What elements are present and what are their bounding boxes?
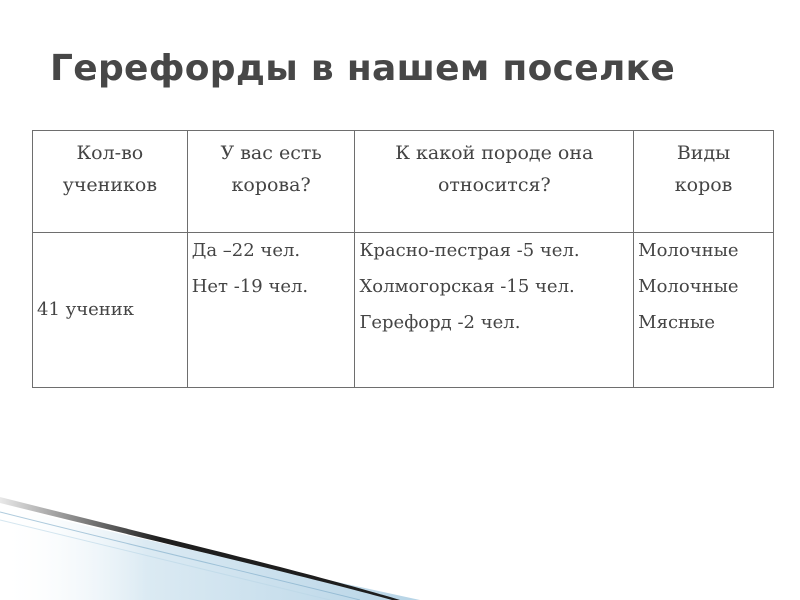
breed-item: Герефорд -2 чел.	[359, 312, 521, 333]
student-count-value: 41 ученик	[37, 299, 135, 320]
cow-type-item: Молочные	[638, 276, 739, 297]
header-line: коров	[674, 174, 733, 196]
header-has-cow	[187, 131, 355, 233]
header-student-count	[33, 131, 188, 233]
swoosh-dark-stroke	[0, 497, 400, 600]
cow-type-item: Мясные	[638, 312, 715, 333]
header-line: К какой породе она	[395, 142, 594, 164]
page-title: Герефорды в нашем поселке	[50, 48, 676, 89]
cell-breed	[355, 233, 634, 388]
cell-cow-types	[634, 233, 774, 388]
breed-item: Красно-пестрая -5 чел.	[359, 240, 580, 261]
swoosh-fine-lines	[0, 520, 330, 600]
header-cow-types	[634, 131, 774, 233]
header-line: У вас есть	[220, 142, 322, 164]
breed-item: Холмогорская -15 чел.	[359, 276, 575, 297]
cow-type-item: Молочные	[638, 240, 739, 261]
table-header-row	[33, 131, 774, 233]
survey-table	[32, 130, 774, 388]
header-line: Кол-во	[76, 142, 144, 164]
table-row	[33, 233, 774, 388]
has-cow-no: Нет -19 чел.	[191, 276, 309, 297]
header-line: корова?	[231, 174, 311, 196]
cell-student-count	[33, 233, 188, 388]
header-breed	[355, 131, 634, 233]
header-line: относится?	[437, 174, 551, 196]
header-line: Виды	[676, 142, 731, 164]
swoosh-fine-lines	[0, 512, 360, 600]
has-cow-yes: Да –22 чел.	[191, 240, 301, 261]
cell-has-cow	[187, 233, 355, 388]
header-line: учеников	[62, 174, 158, 196]
swoosh-light-band	[0, 505, 420, 600]
